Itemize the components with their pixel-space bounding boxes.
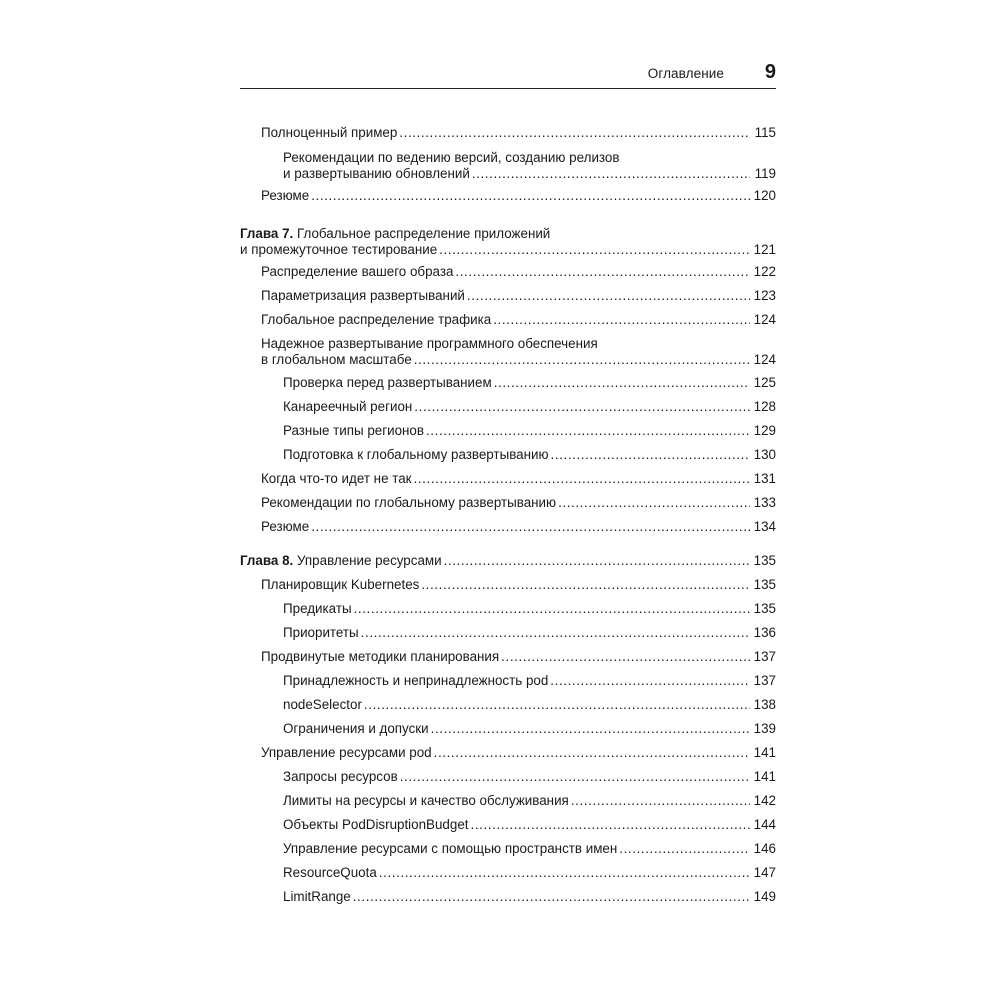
toc-entry-text: ResourceQuota (283, 865, 377, 880)
toc-entry-title (283, 865, 377, 881)
toc-entry-text: Принадлежность и непринадлежность pod (283, 673, 549, 688)
toc-page-number: 144 (753, 817, 776, 832)
dot-leader (493, 312, 749, 328)
toc-page-number: 146 (753, 841, 776, 856)
header-title: Оглавление (647, 66, 724, 81)
dot-leader (501, 649, 749, 665)
toc-entry-title (261, 649, 499, 665)
toc-entry-text: Продвинутые методики планирования (261, 649, 500, 664)
dot-leader (414, 471, 750, 487)
toc-page-number: 149 (753, 889, 776, 904)
toc-entry-line (240, 242, 776, 258)
toc-entry-title (261, 519, 309, 535)
toc-entry-line (261, 495, 776, 511)
toc-entry-line (283, 721, 776, 737)
toc-entry-line (283, 793, 776, 809)
toc-entry (240, 471, 776, 487)
toc-entry-text: Управление ресурсами pod (261, 745, 432, 760)
toc-page-number: 124 (753, 312, 776, 327)
dot-leader (494, 375, 750, 391)
toc-entry-title (261, 577, 419, 593)
toc-chapter (240, 553, 776, 569)
toc-entry-text: Лимиты на ресурсы и качество обслуживания (283, 793, 569, 808)
toc-entry (240, 264, 776, 280)
dot-leader (379, 865, 750, 881)
dot-leader (467, 288, 750, 304)
toc-page-number: 125 (753, 375, 776, 390)
dot-leader (550, 673, 749, 689)
dot-leader (444, 553, 750, 569)
toc-entry-text: Объекты PodDisruptionBudget (283, 817, 469, 832)
toc-entry (240, 423, 776, 439)
toc-entry-line (283, 375, 776, 391)
toc-entry (240, 336, 776, 368)
toc-entry-title (261, 312, 491, 328)
toc-entry-line (283, 673, 776, 689)
toc-page-number: 124 (753, 352, 776, 367)
toc-page-number: 135 (753, 553, 776, 568)
toc-entry-title-line1 (261, 336, 776, 352)
toc-entry-title (283, 769, 398, 785)
toc-entry-line (283, 769, 776, 785)
toc-page-number: 135 (753, 577, 776, 592)
toc-entry-text: Приоритеты (283, 625, 359, 640)
toc-entry-title (261, 264, 453, 280)
toc-entry-title (261, 352, 412, 368)
toc-page-number: 122 (753, 264, 776, 279)
toc-entry-line (283, 817, 776, 833)
toc-entry-line (240, 553, 776, 569)
toc-entry-title-line1 (283, 150, 776, 166)
toc-entry (240, 577, 776, 593)
running-header (240, 62, 776, 89)
chapter-number: Глава 7. (240, 226, 294, 241)
toc-entry (240, 889, 776, 905)
dot-leader (571, 793, 750, 809)
toc-entry-line (261, 352, 776, 368)
dot-leader (311, 519, 749, 535)
dot-leader (414, 399, 749, 415)
toc-entry-text: Планировщик Kubernetes (261, 577, 420, 592)
toc-entry-title (283, 673, 548, 689)
toc-entry-line (283, 601, 776, 617)
toc-entry-title (283, 793, 569, 809)
dot-leader (431, 721, 750, 737)
toc-entry-title (283, 625, 359, 641)
toc-page-number: 128 (753, 399, 776, 414)
toc-entry-line (261, 649, 776, 665)
toc-entry (240, 769, 776, 785)
toc-entry-text: Параметризация развертываний (261, 288, 465, 303)
toc-entry-line (261, 188, 776, 204)
dot-leader (551, 447, 750, 463)
toc-entry-line (283, 447, 776, 463)
toc-entry-line (261, 312, 776, 328)
toc-page-number: 137 (753, 649, 776, 664)
toc-page-number: 119 (754, 166, 776, 181)
toc-entry-title (283, 166, 470, 182)
toc-entry-line (261, 288, 776, 304)
toc-entry-title (261, 745, 432, 761)
toc-entry-line (283, 697, 776, 713)
toc-entry-line (261, 471, 776, 487)
toc-entry-text: Предикаты (283, 601, 352, 616)
toc-entry (240, 188, 776, 204)
toc-page-number: 138 (753, 697, 776, 712)
dot-leader (472, 166, 750, 182)
toc-entry-text: Когда что-то идет не так (261, 471, 412, 486)
toc-page-number: 137 (753, 673, 776, 688)
toc-entry-title (261, 288, 465, 304)
toc-entry-text: nodeSelector (283, 697, 362, 712)
toc-entry (240, 447, 776, 463)
toc-entry-title (261, 125, 397, 141)
dot-leader (471, 817, 750, 833)
toc-entry-title (283, 841, 617, 857)
toc-entry-title-line1 (240, 226, 776, 242)
toc-page-number: 130 (753, 447, 776, 462)
dot-leader (455, 264, 749, 280)
toc-entry-text: Запросы ресурсов (283, 769, 398, 784)
toc-entry-title (283, 601, 352, 617)
toc-entry-text: Распределение вашего образа (261, 264, 454, 279)
toc-entry-title-first: Рекомендации по ведению версий, созданию релизов (283, 150, 620, 165)
toc-entry-line (261, 745, 776, 761)
toc-entry-title (283, 721, 429, 737)
dot-leader (619, 841, 749, 857)
toc-entry-title (261, 471, 412, 487)
toc-page-number: 139 (753, 721, 776, 736)
toc-entry-line (283, 865, 776, 881)
toc-entry-text: Рекомендации по глобальному развертыванию (261, 495, 557, 510)
dot-leader (354, 601, 750, 617)
toc-entry-line (261, 264, 776, 280)
toc-entry-text: Резюме (261, 188, 310, 203)
toc-entry-text: Полноценный пример (261, 125, 398, 140)
toc-entry-text: и промежуточное тестирование (240, 242, 438, 257)
dot-leader (558, 495, 750, 511)
toc-entry-text: Глобальное распределение трафика (261, 312, 492, 327)
toc-entry (240, 312, 776, 328)
toc-page-number: 142 (753, 793, 776, 808)
toc-page-number: 133 (753, 495, 776, 510)
toc-entry-title (283, 375, 492, 391)
dot-leader (311, 188, 749, 204)
toc-page-number: 123 (753, 288, 776, 303)
toc-page-number: 120 (753, 188, 776, 203)
toc-entry-title (283, 447, 549, 463)
toc-entry (240, 865, 776, 881)
toc-entry-title (283, 399, 412, 415)
toc-entry (240, 649, 776, 665)
toc-page-number: 131 (753, 471, 776, 486)
toc-entry-text: Канареечный регион (283, 399, 413, 414)
toc-entry (240, 721, 776, 737)
toc-entry (240, 399, 776, 415)
toc-entry-line (283, 399, 776, 415)
toc-entry-line (283, 889, 776, 905)
dot-leader (426, 423, 750, 439)
chapter-number: Глава 8. (240, 553, 294, 568)
toc-entry-title-first: Глобальное распределение приложений (297, 226, 551, 241)
toc-entry-line (261, 519, 776, 535)
dot-leader (439, 242, 750, 258)
toc-entry (240, 625, 776, 641)
toc-chapter (240, 226, 776, 258)
toc-entry (240, 375, 776, 391)
toc-entry (240, 601, 776, 617)
toc-entry (240, 817, 776, 833)
toc-entry (240, 793, 776, 809)
toc-page-number: 134 (753, 519, 776, 534)
toc-entry-text: Ограничения и допуски (283, 721, 429, 736)
toc-entry (240, 288, 776, 304)
toc-entry (240, 841, 776, 857)
toc-entry-title (283, 817, 469, 833)
dot-leader (434, 745, 750, 761)
toc-entry-text: Резюме (261, 519, 310, 534)
toc-entry (240, 519, 776, 535)
dot-leader (361, 625, 750, 641)
dot-leader (364, 697, 750, 713)
toc-entry-title-first: Надежное развертывание программного обеспечения (261, 336, 598, 351)
toc-page-number: 147 (753, 865, 776, 880)
toc-entry-line (283, 841, 776, 857)
toc-entry (240, 495, 776, 511)
dot-leader (421, 577, 749, 593)
toc-entry (240, 697, 776, 713)
toc-page-number: 141 (753, 769, 776, 784)
toc-entry-title (283, 697, 362, 713)
toc-entry-title (261, 495, 556, 511)
toc-entry-text: LimitRange (283, 889, 351, 904)
toc-entry-line (283, 423, 776, 439)
toc-entry (240, 745, 776, 761)
dot-leader (414, 352, 750, 368)
toc-entry-title (240, 242, 437, 258)
toc-entry-text: Подготовка к глобальному развертыванию (283, 447, 549, 462)
dot-leader (400, 769, 750, 785)
toc-entry (240, 673, 776, 689)
toc-page-number: 129 (753, 423, 776, 438)
header-page-number: 9 (764, 61, 776, 83)
toc-entry-text: Разные типы регионов (283, 423, 424, 438)
toc-entry-text: в глобальном масштабе (261, 352, 412, 367)
dot-leader (399, 125, 750, 141)
toc-entry-line (283, 625, 776, 641)
toc-entry-text: Управление ресурсами с помощью пространств имен (283, 841, 618, 856)
toc-entry-line (283, 166, 776, 182)
toc-entry-text: Управление ресурсами (297, 553, 442, 568)
toc-entry (240, 150, 776, 182)
toc-page-number: 115 (754, 125, 776, 140)
dot-leader (353, 889, 750, 905)
toc-entry-title (261, 188, 309, 204)
toc-entry-title (240, 553, 442, 569)
toc-entry-text: и развертыванию обновлений (283, 166, 470, 181)
toc-page-number: 121 (753, 242, 776, 257)
toc-page-number: 135 (753, 601, 776, 616)
toc-entry-line (261, 125, 776, 141)
toc-page-number: 136 (753, 625, 776, 640)
toc-entry (240, 125, 776, 141)
toc-entry-title (283, 423, 424, 439)
toc-page-number: 141 (753, 745, 776, 760)
toc-entry-line (261, 577, 776, 593)
toc-entry-title (283, 889, 351, 905)
toc-entry-text: Проверка перед развертыванием (283, 375, 492, 390)
